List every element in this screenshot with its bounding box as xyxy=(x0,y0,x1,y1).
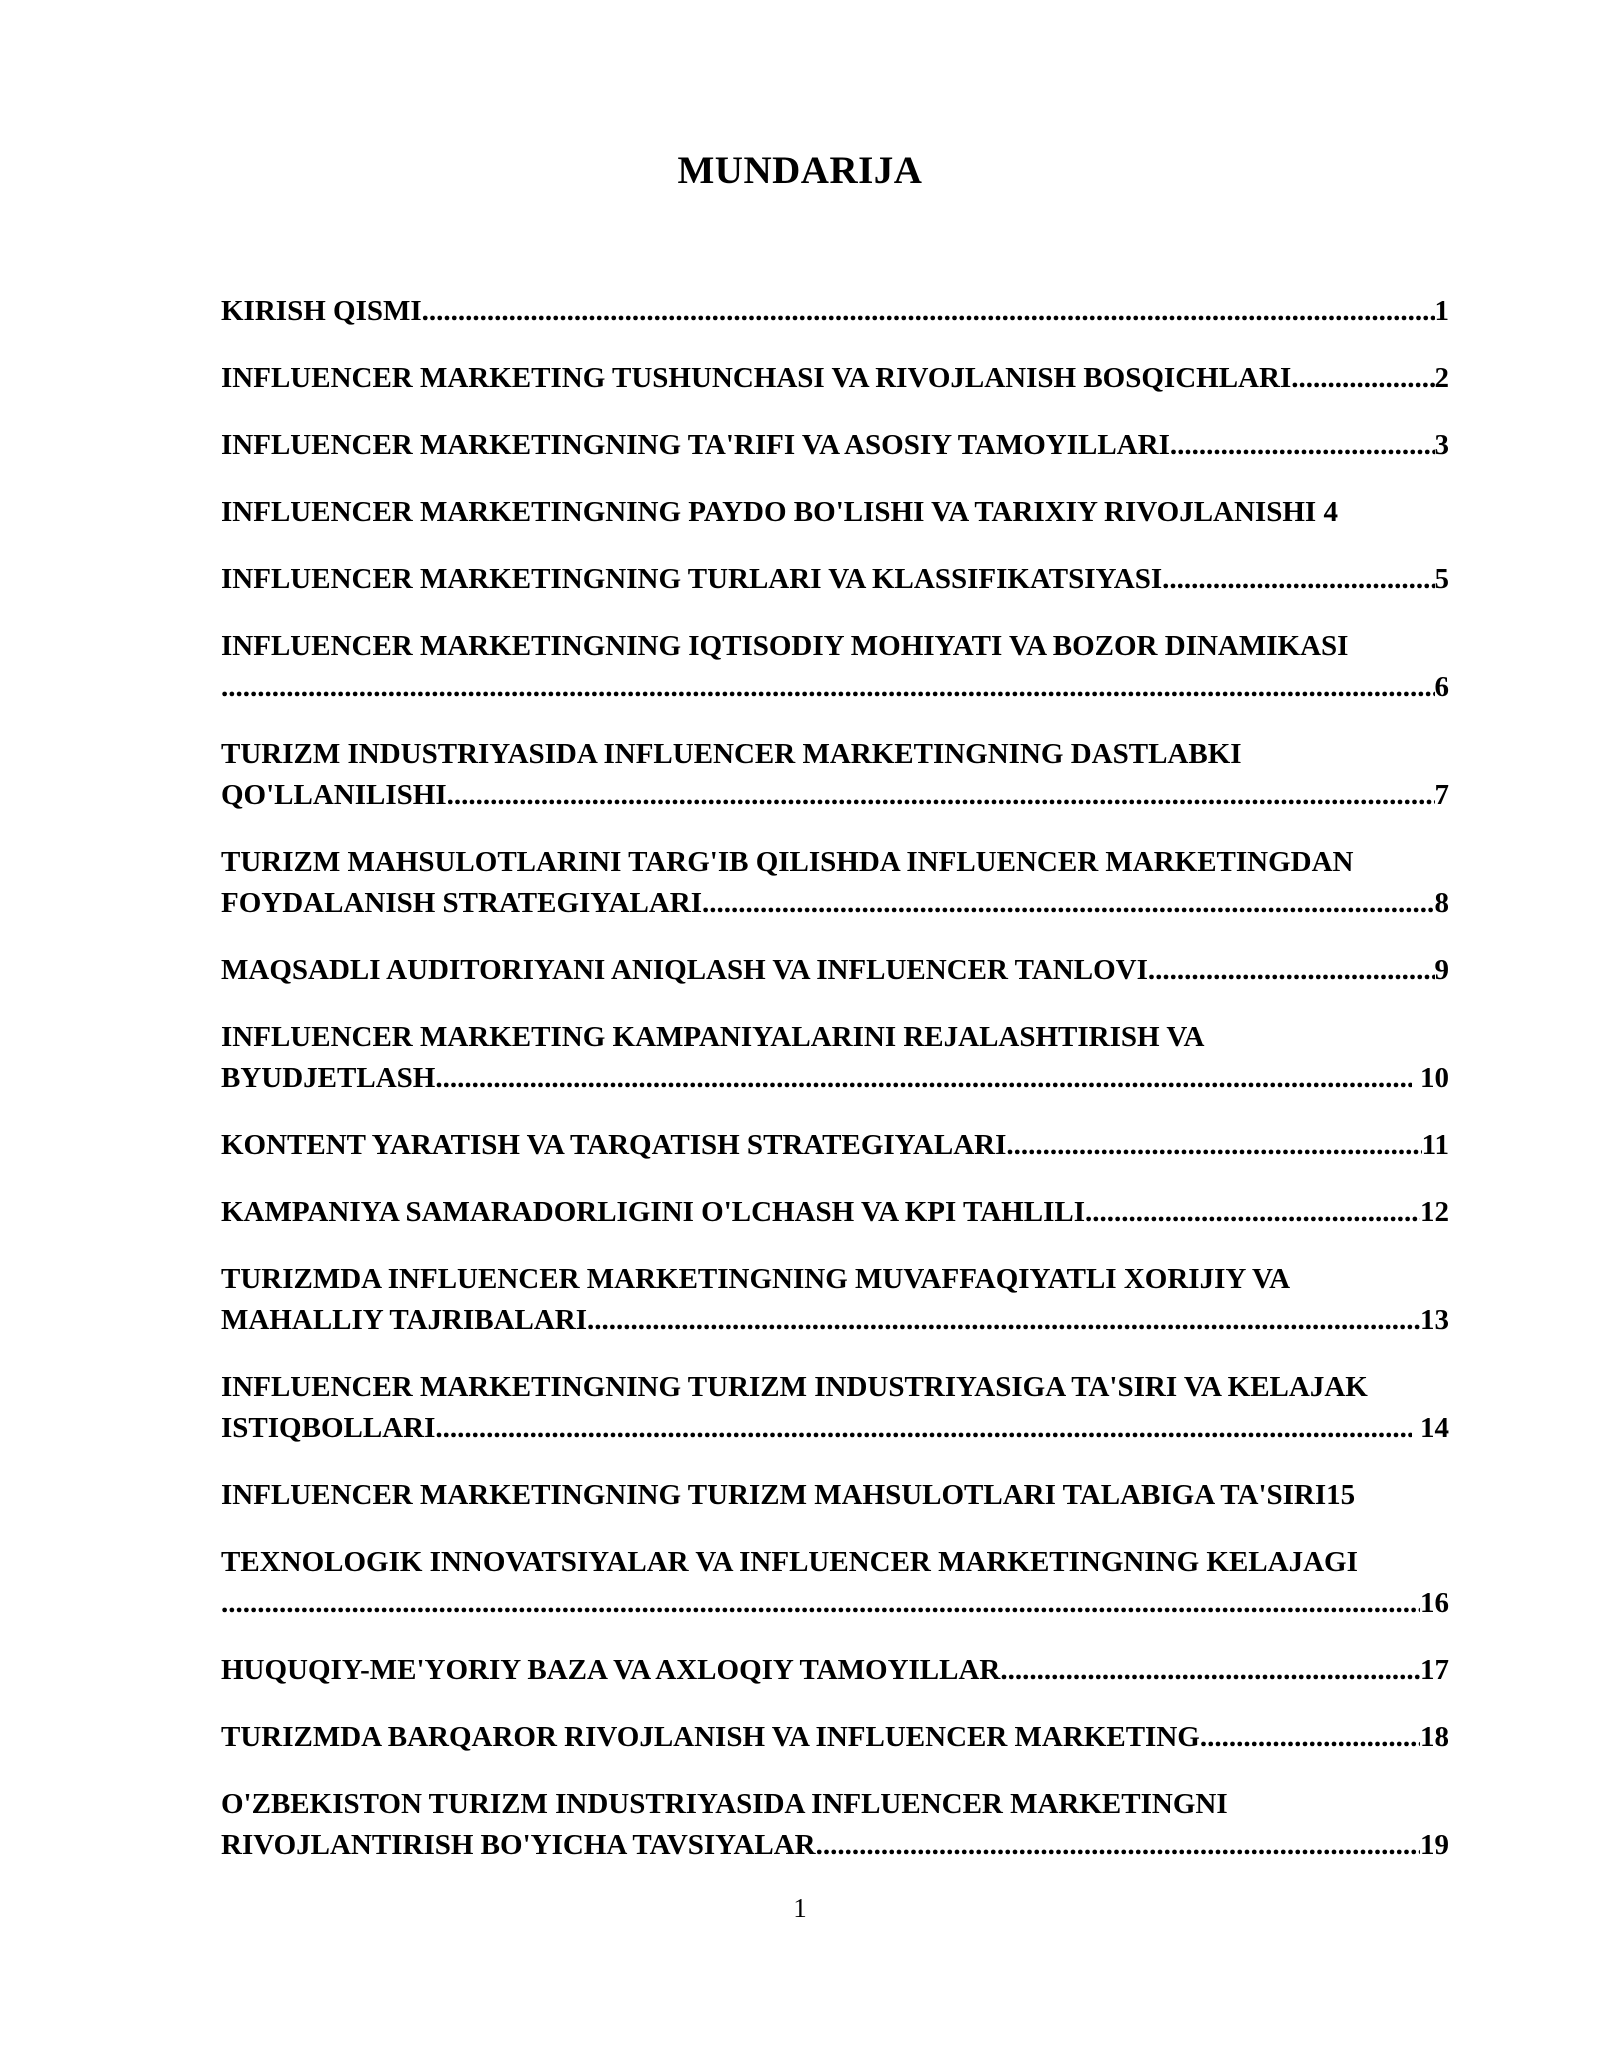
toc-entry-title: QO'LLANILISHI xyxy=(221,779,447,811)
toc-entry[interactable] xyxy=(221,626,1449,708)
toc-entry-title: ISTIQBOLLARI xyxy=(221,1412,436,1444)
toc-entry[interactable] xyxy=(221,950,1449,991)
toc-entry-title: RIVOJLANTIRISH BO'YICHA TAVSIYALAR xyxy=(221,1829,816,1861)
toc-page-number: 14 xyxy=(1420,1412,1449,1444)
toc-entry-last-line xyxy=(221,1408,1449,1449)
toc-entry[interactable] xyxy=(221,1717,1449,1758)
dot-leader xyxy=(1200,1717,1420,1758)
toc-page-number: 15 xyxy=(1326,1479,1356,1511)
dot-leader xyxy=(816,1825,1420,1866)
toc-page-number: 6 xyxy=(1434,671,1449,703)
toc-entry[interactable] xyxy=(221,1475,1449,1516)
toc-entry-last-line xyxy=(221,291,1449,332)
toc-page-number: 9 xyxy=(1434,954,1449,986)
toc-entry-title-line xyxy=(221,626,1449,667)
toc-entry[interactable] xyxy=(221,425,1449,466)
toc-entry-last-line xyxy=(221,1825,1449,1866)
toc-entry-title: KONTENT YARATISH VA TARQATISH STRATEGIYALARI xyxy=(221,1129,1007,1161)
toc-entry-last-line xyxy=(221,559,1449,600)
toc-page-number: 16 xyxy=(1420,1587,1449,1619)
toc-page-number: 12 xyxy=(1420,1196,1449,1228)
toc-entry-title: INFLUENCER MARKETINGNING TURLARI VA KLASSIFIKATSIYASI xyxy=(221,563,1163,595)
toc-entry-last-line xyxy=(221,775,1449,816)
toc-entry[interactable] xyxy=(221,559,1449,600)
toc-entry[interactable] xyxy=(221,1542,1449,1624)
toc-entry[interactable] xyxy=(221,1192,1449,1233)
toc-page-number: 2 xyxy=(1434,362,1449,394)
dot-leader xyxy=(422,291,1435,332)
dot-leader xyxy=(1170,425,1435,466)
leader-space xyxy=(1316,492,1323,533)
toc-page-number: 7 xyxy=(1434,779,1449,811)
toc-entry-title: FOYDALANISH STRATEGIYALARI xyxy=(221,887,703,919)
table-of-contents xyxy=(221,291,1449,1892)
toc-page-number: 10 xyxy=(1420,1062,1449,1094)
toc-entry-last-line xyxy=(221,1192,1449,1233)
toc-entry-last-line xyxy=(221,1300,1449,1341)
toc-entry-title-line xyxy=(221,1784,1449,1825)
toc-entry-title: KIRISH QISMI xyxy=(221,295,422,327)
toc-entry-last-line xyxy=(221,1650,1449,1691)
toc-entry[interactable] xyxy=(221,358,1449,399)
toc-entry[interactable] xyxy=(221,291,1449,332)
toc-entry-title: TEXNOLOGIK INNOVATSIYALAR VA INFLUENCER MARKETINGNING KELAJAGI xyxy=(221,1546,1358,1578)
toc-page-number: 1 xyxy=(1434,295,1449,327)
toc-entry-last-line xyxy=(221,667,1449,708)
toc-entry[interactable] xyxy=(221,1650,1449,1691)
dot-leader xyxy=(221,667,1435,708)
toc-entry-title: HUQUQIY-ME'YORIY BAZA VA AXLOQIY TAMOYILLAR xyxy=(221,1654,1001,1686)
toc-entry-title-line xyxy=(221,1017,1449,1058)
dot-leader xyxy=(435,1408,1412,1449)
toc-entry[interactable] xyxy=(221,1784,1449,1866)
dot-leader xyxy=(1291,358,1434,399)
toc-entry-last-line xyxy=(221,883,1449,924)
page-number: 1 xyxy=(793,1893,807,1923)
toc-entry-last-line xyxy=(221,1583,1449,1624)
toc-entry-last-line xyxy=(221,1717,1449,1758)
toc-entry-title: TURIZMDA INFLUENCER MARKETINGNING MUVAFFAQIYATLI XORIJIY VA xyxy=(221,1263,1291,1295)
toc-entry-title: INFLUENCER MARKETINGNING TA'RIFI VA ASOSIY TAMOYILLARI xyxy=(221,429,1170,461)
toc-entry[interactable] xyxy=(221,1125,1449,1166)
toc-entry-title: BYUDJETLASH xyxy=(221,1062,436,1094)
toc-entry-title: INFLUENCER MARKETING TUSHUNCHASI VA RIVOJLANISH BOSQICHLARI xyxy=(221,362,1292,394)
toc-entry[interactable] xyxy=(221,1017,1449,1099)
dot-leader xyxy=(1006,1125,1421,1166)
toc-entry-title: TURIZM MAHSULOTLARINI TARG'IB QILISHDA INFLUENCER MARKETINGDAN xyxy=(221,846,1354,878)
toc-entry-title: INFLUENCER MARKETINGNING IQTISODIY MOHIYATI VA BOZOR DINAMIKASI xyxy=(221,630,1349,662)
toc-entry-title: MAHALLIY TAJRIBALARI xyxy=(221,1304,588,1336)
toc-page-number: 8 xyxy=(1434,887,1449,919)
page-title: MUNDARIJA xyxy=(677,149,923,192)
toc-entry[interactable] xyxy=(221,1367,1449,1449)
toc-page-number: 13 xyxy=(1420,1304,1449,1336)
toc-entry-last-line xyxy=(221,425,1449,466)
toc-entry-title-line xyxy=(221,1259,1449,1300)
dot-leader xyxy=(1085,1192,1420,1233)
toc-page-number: 18 xyxy=(1420,1721,1449,1753)
toc-page-number: 17 xyxy=(1420,1654,1449,1686)
toc-entry-title: INFLUENCER MARKETING KAMPANIYALARINI REJALASHTIRISH VA xyxy=(221,1021,1205,1053)
dot-leader xyxy=(587,1300,1420,1341)
toc-page-number: 11 xyxy=(1421,1129,1449,1161)
toc-entry-title: TURIZM INDUSTRIYASIDA INFLUENCER MARKETINGNING DASTLABKI xyxy=(221,738,1242,770)
toc-entry-title: KAMPANIYA SAMARADORLIGINI O'LCHASH VA KPI TAHLILI xyxy=(221,1196,1085,1228)
toc-entry-title-line xyxy=(221,842,1449,883)
dot-leader xyxy=(1148,950,1435,991)
toc-entry[interactable] xyxy=(221,734,1449,816)
toc-page-number: 19 xyxy=(1420,1829,1449,1861)
toc-page-number: 3 xyxy=(1434,429,1449,461)
toc-page-number: 5 xyxy=(1434,563,1449,595)
toc-entry-title: INFLUENCER MARKETINGNING TURIZM MAHSULOTLARI TALABIGA TA'SIRI xyxy=(221,1479,1327,1511)
toc-entry[interactable] xyxy=(221,1259,1449,1341)
dot-leader xyxy=(1162,559,1434,600)
toc-entry-title: MAQSADLI AUDITORIYANI ANIQLASH VA INFLUENCER TANLOVI xyxy=(221,954,1148,986)
toc-entry-title: TURIZMDA BARQAROR RIVOJLANISH VA INFLUENCER MARKETING xyxy=(221,1721,1200,1753)
toc-page-number: 4 xyxy=(1323,496,1338,528)
toc-entry-title: INFLUENCER MARKETINGNING TURIZM INDUSTRIYASIGA TA'SIRI VA KELAJAK xyxy=(221,1371,1368,1403)
toc-entry-title-line xyxy=(221,1542,1449,1583)
toc-entry[interactable] xyxy=(221,492,1449,533)
dot-leader xyxy=(1000,1650,1420,1691)
dot-leader xyxy=(447,775,1435,816)
toc-entry-last-line xyxy=(221,492,1449,533)
dot-leader xyxy=(702,883,1434,924)
toc-entry-last-line xyxy=(221,1058,1449,1099)
dot-leader xyxy=(221,1583,1420,1624)
toc-entry-title-line xyxy=(221,1367,1449,1408)
toc-entry-title: O'ZBEKISTON TURIZM INDUSTRIYASIDA INFLUENCER MARKETINGNI xyxy=(221,1788,1228,1820)
toc-entry-last-line xyxy=(221,358,1449,399)
toc-entry-title: INFLUENCER MARKETINGNING PAYDO BO'LISHI VA TARIXIY RIVOJLANISHI xyxy=(221,496,1317,528)
toc-entry-title-line xyxy=(221,734,1449,775)
toc-entry-last-line xyxy=(221,1475,1449,1516)
toc-entry[interactable] xyxy=(221,842,1449,924)
dot-leader xyxy=(435,1058,1412,1099)
toc-entry-last-line xyxy=(221,1125,1449,1166)
toc-entry-last-line xyxy=(221,950,1449,991)
